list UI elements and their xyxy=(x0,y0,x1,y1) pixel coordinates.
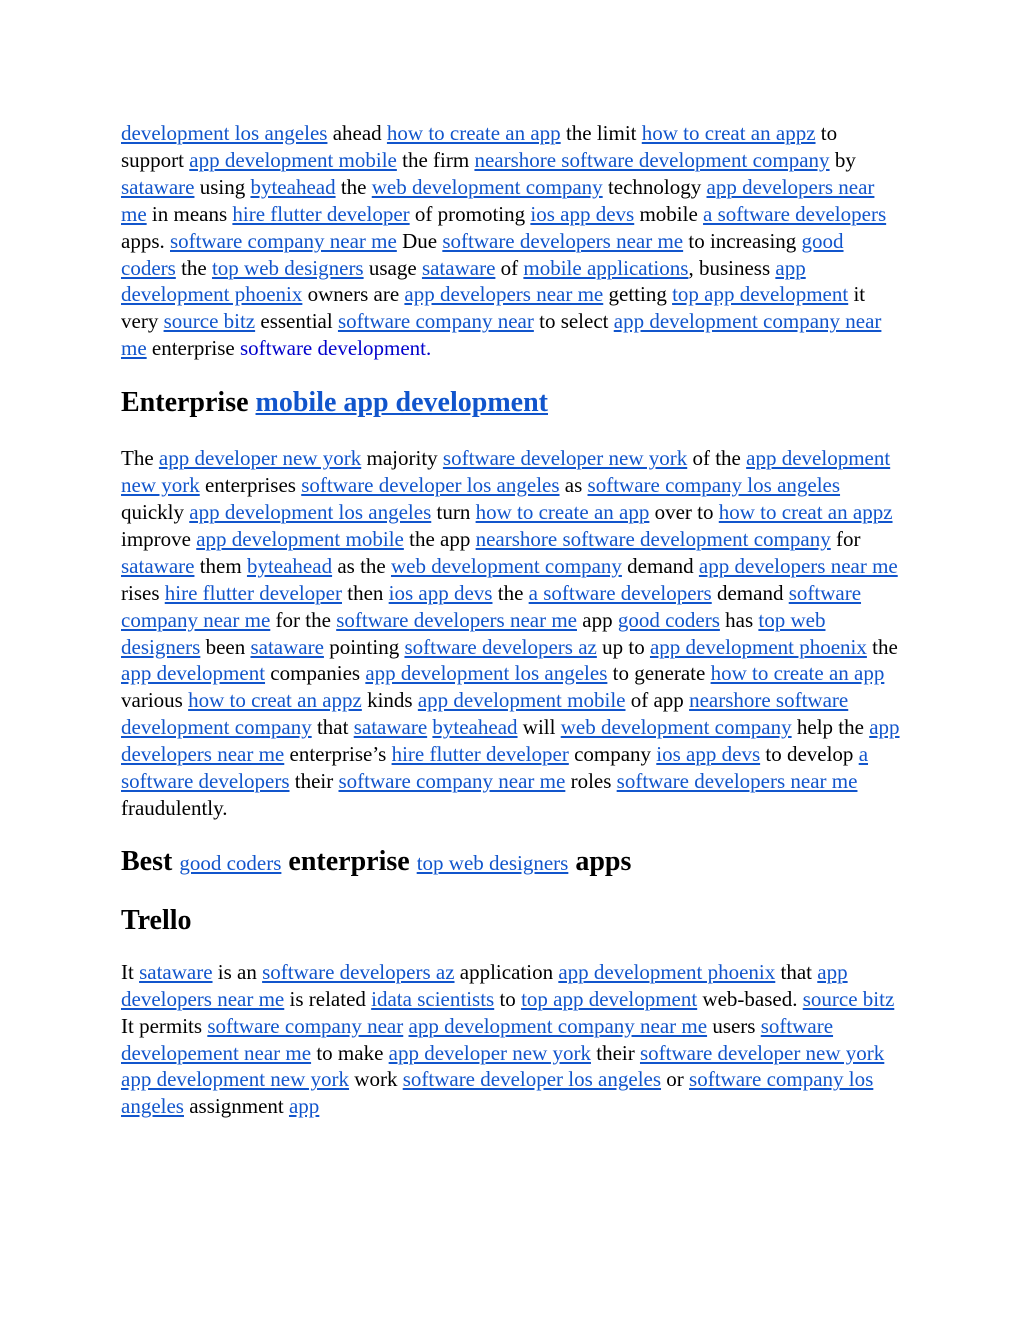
inline-link[interactable]: web development company xyxy=(390,553,622,578)
inline-link[interactable]: app development los angeles xyxy=(189,499,432,524)
text-run: quickly xyxy=(121,499,190,524)
inline-link[interactable]: sataware xyxy=(121,553,195,578)
inline-link[interactable]: how to creat an appz xyxy=(641,121,816,145)
inline-link[interactable]: app development phoenix xyxy=(649,634,867,659)
inline-link[interactable]: sataware xyxy=(250,634,324,659)
document-page xyxy=(121,120,901,1120)
inline-link[interactable]: top web designers xyxy=(121,607,826,659)
text-run: pointing xyxy=(323,634,405,659)
text-run: by xyxy=(829,147,856,172)
inline-link[interactable]: web development company xyxy=(371,174,603,199)
text-run: that xyxy=(775,959,818,984)
inline-link[interactable]: software developers near me xyxy=(442,228,684,253)
inline-link[interactable]: good coders xyxy=(617,607,720,632)
text-run: as the xyxy=(332,553,391,578)
inline-link[interactable]: software developers az xyxy=(404,634,597,659)
text-run: enterprise xyxy=(281,845,417,877)
inline-link[interactable]: app development mobile xyxy=(417,688,626,713)
heading-inline-link[interactable]: top web designers xyxy=(416,850,569,875)
inline-link[interactable]: how to create an app xyxy=(386,121,561,145)
text-run: or xyxy=(661,1067,690,1092)
inline-link[interactable]: mobile applications xyxy=(523,255,689,280)
text-run: in means xyxy=(146,201,233,226)
text-run: Trello xyxy=(121,904,192,936)
text-run: using xyxy=(194,174,251,199)
inline-link[interactable]: app developers near me xyxy=(121,715,900,767)
text-run: to make xyxy=(311,1040,389,1065)
text-run: getting xyxy=(603,282,673,307)
inline-link[interactable]: app development mobile xyxy=(189,147,397,172)
inline-link[interactable]: how to create an app xyxy=(710,661,885,686)
text-run: will xyxy=(517,715,561,740)
text-run: It permits xyxy=(121,1013,208,1038)
inline-link[interactable]: software developers near me xyxy=(336,607,577,632)
text-run: is related xyxy=(284,986,372,1011)
text-run: apps. xyxy=(121,228,170,253)
inline-link[interactable]: software developers near me xyxy=(616,769,858,794)
text-run: then xyxy=(342,580,389,605)
text-run: apps xyxy=(568,845,632,877)
inline-link[interactable]: app xyxy=(288,1094,320,1119)
text-run: the app xyxy=(403,526,476,551)
inline-link[interactable]: source bitz xyxy=(802,986,895,1011)
inline-link[interactable]: software company near me xyxy=(170,228,397,253)
text-run: demand xyxy=(621,553,699,578)
text-run: companies xyxy=(265,661,366,686)
inline-link[interactable]: sataware xyxy=(421,255,496,280)
inline-link[interactable]: software company near me xyxy=(338,769,566,794)
text-run: improve xyxy=(121,526,197,551)
text-run: their xyxy=(289,769,339,794)
heading-inline-link[interactable]: good coders xyxy=(179,850,282,875)
text-run: for xyxy=(830,526,861,551)
inline-link[interactable]: ios app devs xyxy=(530,201,635,226)
inline-link[interactable]: app development los angeles xyxy=(365,661,608,686)
inline-link[interactable]: sataware xyxy=(139,959,213,984)
text-run: technology xyxy=(602,174,707,199)
inline-link[interactable]: top app development xyxy=(521,986,698,1011)
text-run: has xyxy=(719,607,759,632)
inline-link[interactable]: a software developers xyxy=(703,201,887,226)
text-run: kinds xyxy=(361,688,418,713)
text-run: the xyxy=(175,255,212,280)
text-run: of the xyxy=(687,446,747,471)
inline-link[interactable]: app development mobile xyxy=(196,526,404,551)
inline-link[interactable]: app developer new york xyxy=(388,1040,591,1065)
text-run: help the xyxy=(791,715,870,740)
inline-link[interactable]: software company near xyxy=(337,309,534,334)
inline-link[interactable]: how to creat an appz xyxy=(718,499,893,524)
text-run: of app xyxy=(625,688,690,713)
text-run: enterprise xyxy=(146,336,240,361)
text-run: as xyxy=(559,473,588,498)
text-run: essential xyxy=(255,309,338,334)
inline-link[interactable]: nearshore software development company xyxy=(121,688,849,740)
inline-link[interactable]: a software developers xyxy=(528,580,712,605)
inline-link[interactable]: sataware xyxy=(353,715,428,740)
inline-link[interactable]: app development company near me xyxy=(408,1013,708,1038)
text-run: , business xyxy=(688,255,776,280)
inline-link[interactable]: hire flutter developer xyxy=(164,580,342,605)
text-run: Due xyxy=(396,228,443,253)
inline-link[interactable]: nearshore software development company xyxy=(475,526,831,551)
colored-text: software development. xyxy=(239,336,432,361)
section-heading-enterprise-mobile xyxy=(121,385,901,421)
text-run: app xyxy=(577,607,618,632)
text-run: users xyxy=(707,1013,761,1038)
inline-link[interactable]: software developer new york xyxy=(639,1040,885,1065)
text-run: Enterprise xyxy=(121,387,256,419)
text-run: demand xyxy=(711,580,789,605)
text-run: over to xyxy=(649,499,719,524)
section-heading-trello xyxy=(121,903,901,939)
intro-paragraph xyxy=(121,120,901,362)
text-run: to generate xyxy=(607,661,711,686)
text-run: enterprises xyxy=(199,473,302,498)
text-run: been xyxy=(200,634,251,659)
text-run: the limit xyxy=(560,121,642,145)
text-run: ahead xyxy=(327,121,387,145)
text-run: of xyxy=(495,255,524,280)
text-run: the firm xyxy=(396,147,475,172)
inline-link[interactable]: software developer los angeles xyxy=(301,473,560,498)
text-run: them xyxy=(194,553,247,578)
text-run: that xyxy=(311,715,354,740)
text-run: usage xyxy=(363,255,422,280)
text-run: of promoting xyxy=(409,201,531,226)
text-run: to xyxy=(494,986,522,1011)
text-run: rises xyxy=(121,580,165,605)
inline-link[interactable]: nearshore software development company xyxy=(474,147,830,172)
section-heading-best-apps xyxy=(121,844,901,881)
inline-link[interactable]: app development company near me xyxy=(121,309,882,361)
inline-link[interactable]: software company los angeles xyxy=(587,473,841,498)
inline-link[interactable]: byteahead xyxy=(250,174,336,199)
text-run: application xyxy=(454,959,559,984)
text-run: Best xyxy=(121,845,180,877)
text-run: the xyxy=(866,634,898,659)
heading-link[interactable]: mobile app development xyxy=(255,387,548,419)
text-run: for the xyxy=(270,607,337,632)
inline-link[interactable]: software company near me xyxy=(121,580,862,632)
inline-link[interactable]: app development new york xyxy=(121,446,891,498)
text-run: various xyxy=(121,688,189,713)
text-run: company xyxy=(568,742,657,767)
body-paragraph xyxy=(121,445,901,822)
inline-link[interactable]: byteahead xyxy=(432,715,518,740)
inline-link[interactable]: ios app devs xyxy=(656,742,761,767)
text-run: web-based. xyxy=(697,986,803,1011)
inline-link[interactable]: good coders xyxy=(121,228,844,280)
inline-link[interactable]: development los angeles xyxy=(121,121,328,145)
text-run: the xyxy=(335,174,372,199)
text-run: is an xyxy=(212,959,263,984)
text-run: to support xyxy=(121,121,838,172)
text-run: assignment xyxy=(183,1094,289,1119)
inline-link[interactable]: how to create an app xyxy=(475,499,650,524)
text-run: It xyxy=(121,959,140,984)
inline-link[interactable]: hire flutter developer xyxy=(232,201,410,226)
inline-link[interactable]: app developers near me xyxy=(121,174,875,226)
inline-link[interactable]: software developement near me xyxy=(121,1013,834,1065)
text-run: to develop xyxy=(760,742,859,767)
inline-link[interactable]: hire flutter developer xyxy=(391,742,569,767)
inline-link[interactable]: top app development xyxy=(672,282,849,307)
inline-link[interactable]: software company los angeles xyxy=(121,1067,874,1119)
inline-link[interactable]: sataware xyxy=(121,174,195,199)
text-run: The xyxy=(121,446,159,471)
text-run: turn xyxy=(431,499,476,524)
inline-link[interactable]: web development company xyxy=(560,715,792,740)
text-run: owners are xyxy=(302,282,405,307)
inline-link[interactable]: idata scientists xyxy=(371,986,495,1011)
text-run: their xyxy=(590,1040,640,1065)
inline-link[interactable]: software company near xyxy=(207,1013,404,1038)
inline-link[interactable]: ios app devs xyxy=(388,580,493,605)
inline-link[interactable]: software developers az xyxy=(262,959,455,984)
inline-link[interactable]: app development phoenix xyxy=(558,959,776,984)
text-run: work xyxy=(349,1067,403,1092)
inline-link[interactable]: app development new york xyxy=(121,1067,350,1092)
text-run: to select xyxy=(533,309,614,334)
trello-paragraph xyxy=(121,959,901,1120)
text-run: it very xyxy=(121,282,866,334)
inline-link[interactable]: app developers near me xyxy=(404,282,604,307)
inline-link[interactable]: app development xyxy=(121,661,266,686)
text-run: mobile xyxy=(634,201,704,226)
inline-link[interactable]: top web designers xyxy=(211,255,364,280)
text-run: to increasing xyxy=(683,228,802,253)
inline-link[interactable]: app developers near me xyxy=(698,553,898,578)
inline-link[interactable]: source bitz xyxy=(163,309,256,334)
inline-link[interactable]: software developer los angeles xyxy=(402,1067,662,1092)
inline-link[interactable]: app development phoenix xyxy=(121,255,806,307)
inline-link[interactable]: byteahead xyxy=(246,553,333,578)
text-run: fraudulently. xyxy=(121,795,228,820)
text-run: the xyxy=(492,580,529,605)
inline-link[interactable]: app developers near me xyxy=(121,959,848,1011)
inline-link[interactable]: a software developers xyxy=(121,742,869,794)
inline-link[interactable]: app developer new york xyxy=(158,446,362,471)
text-run: majority xyxy=(361,446,443,471)
inline-link[interactable]: software developer new york xyxy=(442,446,688,471)
text-run: roles xyxy=(565,769,617,794)
text-run: up to xyxy=(596,634,650,659)
inline-link[interactable]: how to creat an appz xyxy=(188,688,362,713)
text-run: enterprise’s xyxy=(284,742,392,767)
